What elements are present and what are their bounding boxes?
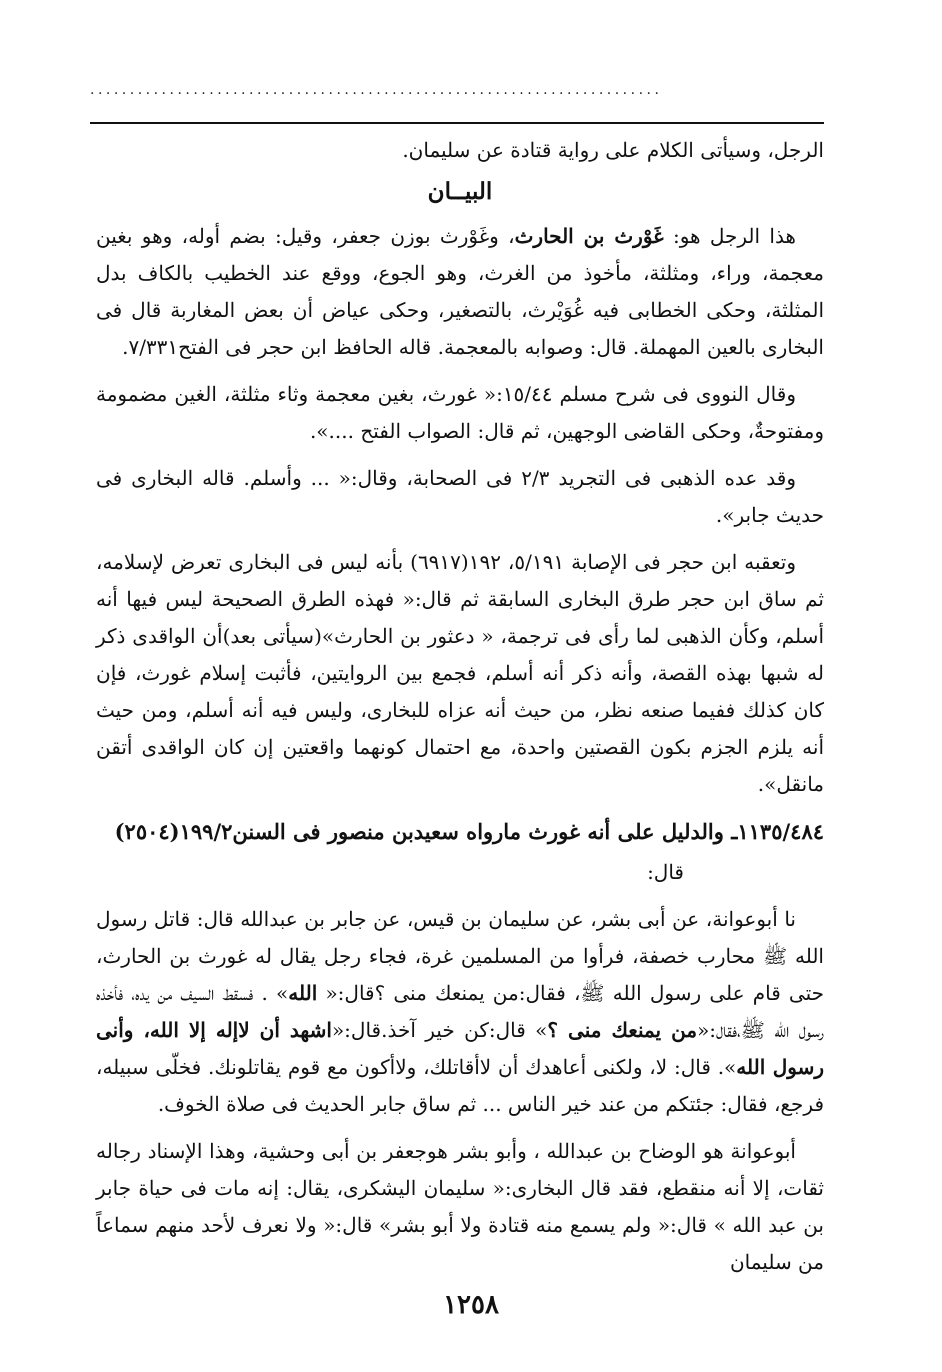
p5-text-b: » . فسقط السيف من يده، فأخذه رسول الله ﷺ،فقال:« (96, 981, 825, 1042)
qal-label: قال: (647, 860, 684, 884)
dotted-separator: ........................................................................ (90, 86, 663, 94)
p5-question: من يمنعك منى ؟ (547, 1018, 698, 1042)
paragraph-hadith (96, 901, 824, 1123)
paragraph-isnad: أبوعوانة هو الوضاح بن عبدالله ، وأبو بشر هوجعفر بن أبى وحشية، وهذا الإسناد رجاله ثقات، إلا أنه منقطع، فقد قال البخارى:« سليمان اليشكرى، يقال: إنه مات فى حياة جابر بن عبد الله » قال:« ولم يسمع منه قتادة ولا أبو بشر» قال:« ولا نعرف لأحد منهم سماعاً من سليمان (96, 1139, 824, 1274)
p1-text-a: هذا الرجل هو: (663, 224, 796, 248)
paragraph-ibn-hajar: وتعقبه ابن حجر فى الإصابة ٥/١٩١، ١٩٢(٦٩١٧) بأنه ليس فى البخارى تعرض لإسلامه، ثم ساق ابن حجر طرق البخارى السابقة ثم قال:« فهذه الطرق الصحيحة ليس فيها أنه أسلم، وكأن الذهبى لما رأى فى ترجمة، « دعثور بن الحارث»(سيأتى بعد)أن الواقدى ذكر له شبها بهذه القصة، وأنه ذكر أنه أسلم، فجمع بين الروايتين، فأثبت إسلام غورث، فإن كان كذلك ففيما صنعه نظر، من حيث أنه عزاه للبخارى، وليس فيه أنه أسلم، ومن حيث أنه يلزم الجزم بكون القصتين واحدة، مع احتمال كونهما واقعتين إن كان الواقدى أتقن مانقل». (96, 550, 824, 796)
numbered-entry-heading: ١١٣٥/٤٨٤ـ والدليل على أنه غورث مارواه سعيدبن منصور فى السنن١٩٩/٢(٢٥٠٤) (114, 819, 824, 844)
page-number: ١٢٥٨ (443, 1290, 499, 1320)
p5-text-c: » قال:كن خير آخذ.قال:« (331, 1018, 548, 1042)
paragraph-nawawi: وقال النووى فى شرح مسلم ١٥/٤٤:« غورث، بغين معجمة وثاء مثلثة، الغين مضمومة ومفتوحةٌ، وحكى القاضى الوجهين، ثم قال: الصواب الفتح ....». (96, 382, 824, 443)
p5-text-a: نا أبوعوانة، عن أبى بشر، عن سليمان بن قيس، عن جابر بن عبدالله قال: قاتل رسول الله ﷺ محارب خصفة، فرأوا من المسلمين غرة، فجاء رجل يقال له غورث بن الحارث، حتى قام على رسول الله ﷺ، فقال:من يمنعك منى ؟قال:« (96, 907, 824, 1005)
horizontal-rule (90, 122, 824, 124)
p5-allah: الله (288, 981, 318, 1005)
paragraph-explanation (96, 218, 824, 366)
section-heading: البيــان (427, 178, 493, 205)
page-content (96, 132, 824, 1291)
p5-shahada: اشهد أن لاإله إلا الله، وأنى رسول الله (96, 1018, 824, 1079)
continuation-paragraph: الرجل، وسيأتى الكلام على رواية قتادة عن سليمان. (402, 138, 824, 162)
p1-name: غَوْرث بن الحارث (514, 224, 664, 248)
p1-text-b: ، وغَوْرث بوزن جعفر، وقيل: بضم أوله، وهو بغين معجمة، وراء، ومثلثة، مأخوذ من الغرث، وهو الجوع، ووقع عند الخطيب بالكاف بدل المثلثة، وحكى الخطابى فيه غُوَيْرث، بالتصغير، وحكى عياض أن بعض المغاربة قال فى البخارى بالعين المهملة. قال: وصوابه بالمعجمة. قاله الحافظ ابن حجر فى الفتح٧/٣٣١. (96, 224, 824, 359)
paragraph-dhahabi: وقد عده الذهبى فى التجريد ٢/٣ فى الصحابة، وقال:« ... وأسلم. قاله البخارى فى حديث جابر». (96, 466, 824, 527)
p5-text-d: ». قال: لا، ولكنى أعاهدك أن لاأقاتلك، ولاأكون مع قوم يقاتلونك. فخلّى سبيله، فرجع، فقال: جئتكم من عند خير الناس ... ثم ساق جابر الحديث فى صلاة الخوف. (96, 1055, 824, 1116)
